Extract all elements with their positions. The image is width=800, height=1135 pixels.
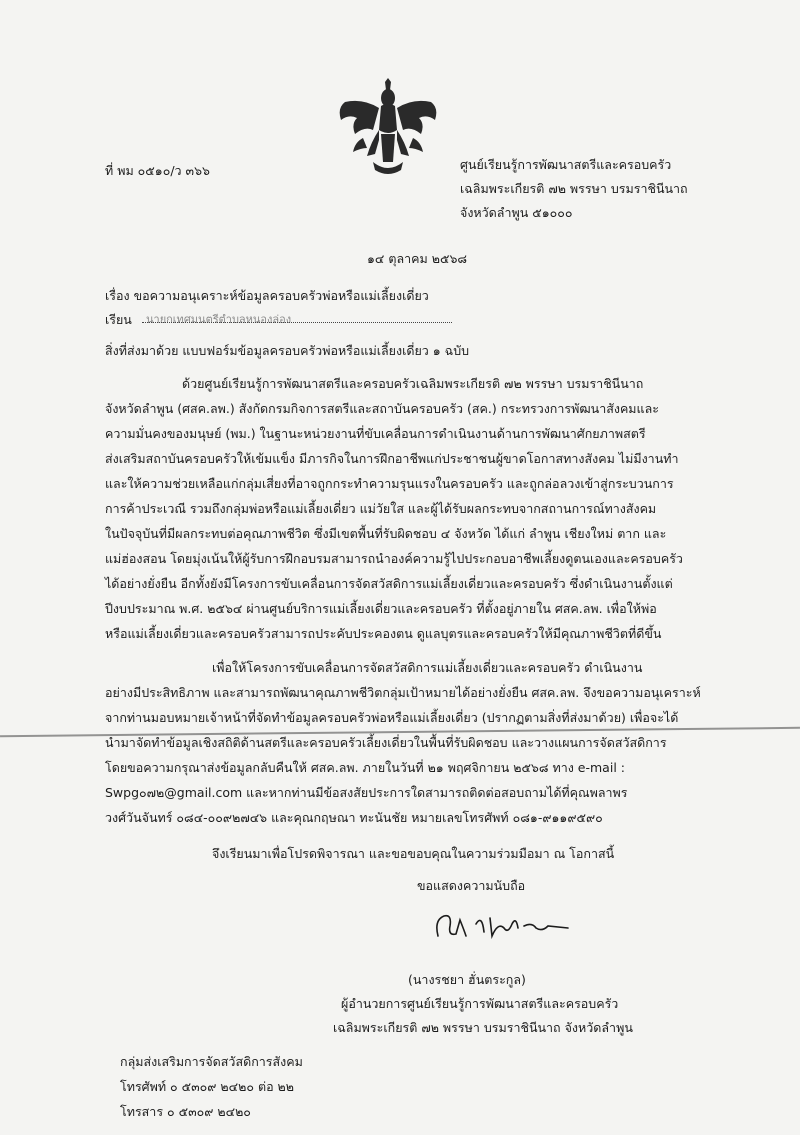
signature-icon bbox=[432, 906, 572, 946]
letter-date: ๑๔ ตุลาคม ๒๕๖๘ bbox=[367, 251, 468, 266]
garuda-emblem-icon bbox=[333, 78, 443, 178]
paragraph-line: ความมั่นคงของมนุษย์ (พม.) ในฐานะหน่วยงานที่ขับเคลื่อนการดำเนินงานด้านการพัฒนาศักยภาพสตรี bbox=[105, 426, 646, 441]
signer-name: (นางรชยา ฮั่นตระกูล) bbox=[408, 972, 526, 987]
paragraph-line: วงศ์วันจันทร์ ๐๘๔-๐๐๙๒๗๔๖ และคุณกฤษณา ทะนันชัย หมายเลขโทรศัพท์ ๐๘๑-๙๑๑๙๕๙๐ bbox=[105, 810, 603, 825]
recipient-label: เรียน bbox=[105, 312, 132, 327]
paragraph-line: จากท่านมอบหมายเจ้าหน้าที่จัดทำข้อมูลครอบครัวพ่อหรือแม่เลี้ยงเดี่ยว (ปรากฏตามสิ่งที่ส่งมาด้วย) เพื่อจะได้ bbox=[105, 710, 679, 725]
paragraph-line: ปีงบประมาณ พ.ศ. ๒๕๖๔ ผ่านศูนย์บริการแม่เลี้ยงเดี่ยวและครอบครัว ที่ตั้งอยู่ภายใน ศสค.ลพ. เพื่อให้พ่อ bbox=[105, 601, 657, 616]
document-number: ที่ พม ๐๕๑๐/ว ๓๖๖ bbox=[105, 163, 210, 178]
paragraph-line: โดยขอความกรุณาส่งข้อมูลกลับคืนให้ ศสค.ลพ. ภายในวันที่ ๒๑ พฤศจิกายน ๒๕๖๘ ทาง e-mail : bbox=[105, 760, 625, 775]
paragraph-line: อย่างมีประสิทธิภาพ และสามารถพัฒนาคุณภาพชีวิตกลุ่มเป้าหมายได้อย่างยั่งยืน ศสค.ลพ. จึงขอความอนุเคราะห์ bbox=[105, 685, 701, 700]
paragraph-line: นำมาจัดทำข้อมูลเชิงสถิติด้านสตรีและครอบครัวเลี้ยงเดี่ยวในพื้นที่รับผิดชอบ และวางแผนการจัดสวัสดิการ bbox=[105, 735, 667, 750]
paragraph-line: ในปัจจุบันที่มีผลกระทบต่อคุณภาพชีวิต ซึ่งมีเขตพื้นที่รับผิดชอบ ๔ จังหวัด ได้แก่ ลำพูน เชียงใหม่ ตาก และ bbox=[105, 526, 667, 541]
letter-subject: เรื่อง ขอความอนุเคราะห์ข้อมูลครอบครัวพ่อหรือแม่เลี้ยงเดี่ยว bbox=[105, 288, 429, 303]
paragraph-line: แม่ฮ่องสอน โดยมุ่งเน้นให้ผู้รับการฝึกอบรมสามารถนำองค์ความรู้ไปประกอบอาชีพเลี้ยงดูตนเองและครอบครัว bbox=[105, 551, 683, 566]
paragraph-line: การค้าประเวณี รวมถึงกลุ่มพ่อหรือแม่เลี้ยงเดี่ยว แม่วัยใส และผู้ได้รับผลกระทบจากสถานการณ์ทางสังคม bbox=[105, 501, 657, 516]
org-address-line-3: จังหวัดลำพูน ๕๑๐๐๐ bbox=[460, 205, 573, 220]
regards-text: ขอแสดงความนับถือ bbox=[417, 878, 526, 893]
footer-department: กลุ่มส่งเสริมการจัดสวัสดิการสังคม bbox=[120, 1054, 303, 1069]
closing-sentence: จึงเรียนมาเพื่อโปรดพิจารณา และขอขอบคุณในความร่วมมือมา ณ โอกาสนี้ bbox=[212, 846, 615, 861]
paragraph-line: ได้อย่างยั่งยืน อีกทั้งยังมีโครงการขับเคลื่อนการจัดสวัสดิการแม่เลี้ยงเดี่ยวและครอบครัว ซึ่งดำเนินงานตั้งแต่ bbox=[105, 576, 673, 591]
paragraph-line: ด้วยศูนย์เรียนรู้การพัฒนาสตรีและครอบครัวเฉลิมพระเกียรติ ๗๒ พรรษา บรมราชินีนาถ bbox=[182, 376, 644, 391]
paragraph-line: เพื่อให้โครงการขับเคลื่อนการจัดสวัสดิการแม่เลี้ยงเดี่ยวและครอบครัว ดำเนินงาน bbox=[212, 660, 643, 675]
recipient-value: นายกเทศมนตรีตำบลหนองล่อง bbox=[146, 313, 292, 326]
paragraph-line: จังหวัดลำพูน (ศสค.ลพ.) สังกัดกรมกิจการสตรีและสถาบันครอบครัว (สค.) กระทรวงการพัฒนาสังคมและ bbox=[105, 401, 659, 416]
paragraph-line: ส่งเสริมสถาบันครอบครัวให้เข้มแข็ง มีภารกิจในการฝึกอาชีพแก่ประชาชนผู้ขาดโอกาสทางสังคม ไม่มีงานทำ bbox=[105, 451, 679, 466]
enclosure-line: สิ่งที่ส่งมาด้วย แบบฟอร์มข้อมูลครอบครัวพ่อหรือแม่เลี้ยงเดี่ยว ๑ ฉบับ bbox=[105, 343, 470, 358]
org-address-line-2: เฉลิมพระเกียรติ ๗๒ พรรษา บรมราชินีนาถ bbox=[460, 181, 688, 196]
footer-fax: โทรสาร ๐ ๕๓๐๙ ๒๔๒๐ bbox=[120, 1104, 251, 1119]
org-address-line-1: ศูนย์เรียนรู้การพัฒนาสตรีและครอบครัว bbox=[460, 157, 672, 172]
recipient-dotted-line bbox=[142, 322, 452, 323]
footer-phone: โทรศัพท์ ๐ ๕๓๐๙ ๒๔๒๐ ต่อ ๒๒ bbox=[120, 1079, 295, 1094]
paragraph-line: และให้ความช่วยเหลือแก่กลุ่มเสี่ยงที่อาจถูกกระทำความรุนแรงในครอบครัว และถูกล่อลวงเข้าสู่กระบวนการ bbox=[105, 476, 674, 491]
signer-title-line-1: ผู้อำนวยการศูนย์เรียนรู้การพัฒนาสตรีและครอบครัว bbox=[341, 996, 619, 1011]
paragraph-line: Swpg๐๗๒@gmail.com และหากท่านมีข้อสงสัยประการใดสามารถติดต่อสอบถามได้ที่คุณพลาพร bbox=[105, 785, 628, 800]
signer-title-line-2: เฉลิมพระเกียรติ ๗๒ พรรษา บรมราชินีนาถ จังหวัดลำพูน bbox=[333, 1020, 633, 1035]
paragraph-line: หรือแม่เลี้ยงเดี่ยวและครอบครัวสามารถประคับประคองตน ดูแลบุตรและครอบครัวให้มีคุณภาพชีวิตที่ดีขึ้น bbox=[105, 626, 662, 641]
